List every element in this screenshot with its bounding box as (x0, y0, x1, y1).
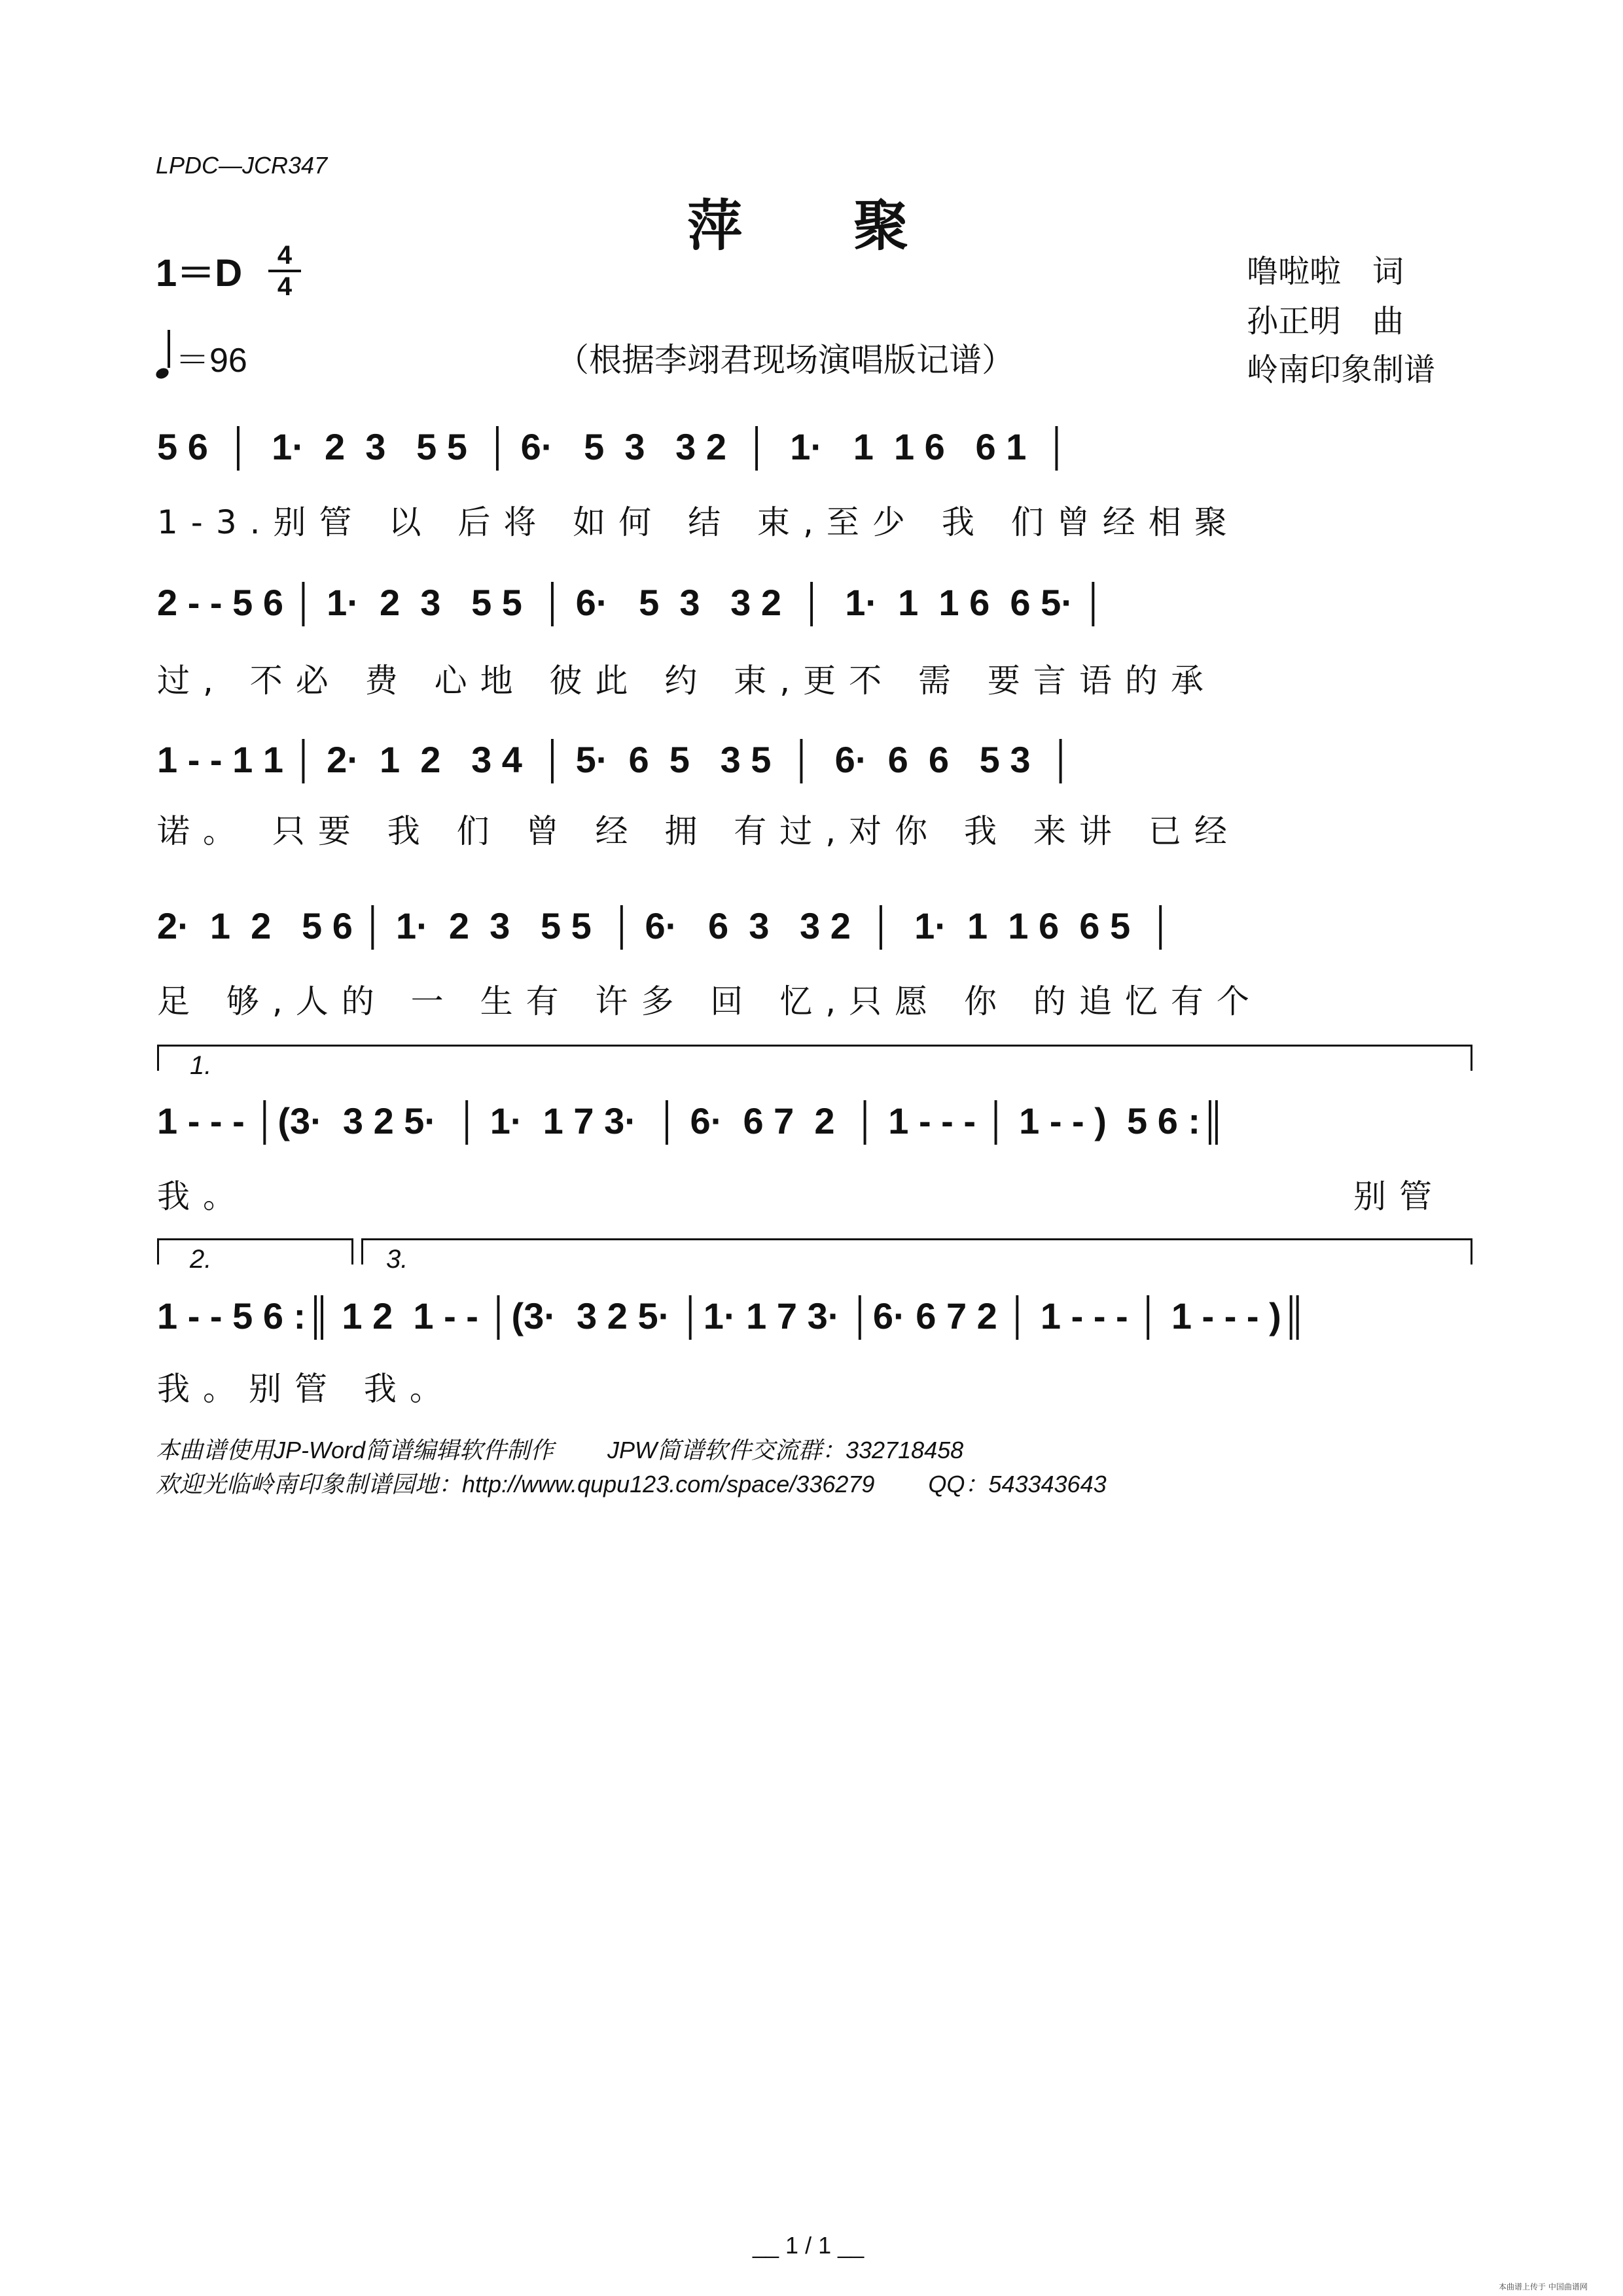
volta-bracket-1-left (157, 1045, 159, 1071)
volta-bracket-3-left (361, 1238, 363, 1265)
lyric-row-1: 1-3.别管 以 后将 如何 结 束,至少 我 们曾经相聚 (157, 503, 1240, 541)
key-signature: 1＝D (156, 252, 243, 295)
lyric-row-3: 诺。 只要 我 们 曾 经 拥 有过,对你 我 来讲 已经 (157, 812, 1240, 850)
footer-line-2: 欢迎光临岭南印象制谱园地：http://www.qupu123.com/space/336279 QQ：543343643 (156, 1471, 1107, 1498)
upload-stamp: 本曲谱上传于 中国曲谱网 (1499, 2282, 1588, 2291)
volta-bracket-3 (361, 1238, 1472, 1240)
footer-line-1: 本曲谱使用JP-Word简谱编辑软件制作 JPW简谱软件交流群：332718458 (156, 1437, 964, 1463)
notation-ending-1: 1 - - - │(3· 3 2 5· │ 1· 1 7 3· │ 6· 6 7 2 │ 1 - - - │ 1 - - ) 5 6 :║ (157, 1100, 1226, 1141)
volta-bracket-2-right (351, 1238, 353, 1265)
notation-row-3: 1 - - 1 1 │ 2· 1 2 3 4 │ 5· 6 5 3 5 │ 6· 6 6 5 3 │ (157, 739, 1074, 780)
volta-bracket-2 (157, 1238, 353, 1240)
page-number: __ 1 / 1 __ (753, 2232, 865, 2259)
volta-bracket-1 (157, 1045, 1472, 1047)
notation-row-2: 2 - - 5 6 │ 1· 2 3 5 5 │ 6· 5 3 3 2 │ 1· 1 1 6 6 5· │ (157, 582, 1107, 623)
volta-label-2: 2. (190, 1245, 212, 1274)
time-signature-bottom: 4 (277, 272, 293, 301)
notation-row-4: 2· 1 2 5 6 │ 1· 2 3 5 5 │ 6· 6 3 3 2 │ 1· 1 1 6 6 5 │ (157, 905, 1174, 946)
notation-row-1: 5 6 │ 1· 2 3 5 5 │ 6· 5 3 3 2 │ 1· 1 1 6 6 1 │ (157, 426, 1070, 467)
composer-credit: 孙正明 曲 (1247, 303, 1404, 340)
arranger-credit: 岭南印象制谱 (1247, 351, 1436, 388)
volta-label-1: 1. (190, 1051, 212, 1080)
lyric-row-4: 足 够,人的 一 生有 许多 回 忆,只愿 你 的追忆有个 (157, 982, 1262, 1020)
notation-ending-2: 1 - - 5 6 :║ 1 2 1 - - │(3· 3 2 5· │1· 1 7 3· │6· 6 7 2 │ 1 - - - │ 1 - - - )║ (157, 1295, 1308, 1336)
volta-bracket-3-right (1471, 1238, 1472, 1265)
lyricist-credit: 噜啦啦 词 (1247, 253, 1404, 290)
tempo-value: ＝96 (175, 342, 247, 380)
lyric-ending-1: 我。 (157, 1177, 249, 1215)
time-signature-top: 4 (277, 241, 293, 270)
quarter-note-icon (154, 366, 170, 380)
time-signature (268, 242, 301, 300)
score-code: LPDC—JCR347 (156, 152, 328, 179)
song-title: 萍聚 (687, 193, 1020, 258)
lyric-row-2: 过, 不必 费 心地 彼此 约 束,更不 需 要言语的承 (157, 662, 1217, 700)
lyric-ending-1-right: 别管 (1353, 1177, 1445, 1215)
note-stem-icon (168, 330, 170, 368)
tempo-mark (156, 332, 247, 382)
volta-bracket-1-right (1471, 1045, 1472, 1071)
lyric-ending-2: 我。别管 我。 (157, 1370, 455, 1408)
volta-label-3: 3. (386, 1245, 408, 1274)
source-note: （根据李翊君现场演唱版记谱） (556, 341, 1014, 379)
volta-bracket-2-left (157, 1238, 159, 1265)
